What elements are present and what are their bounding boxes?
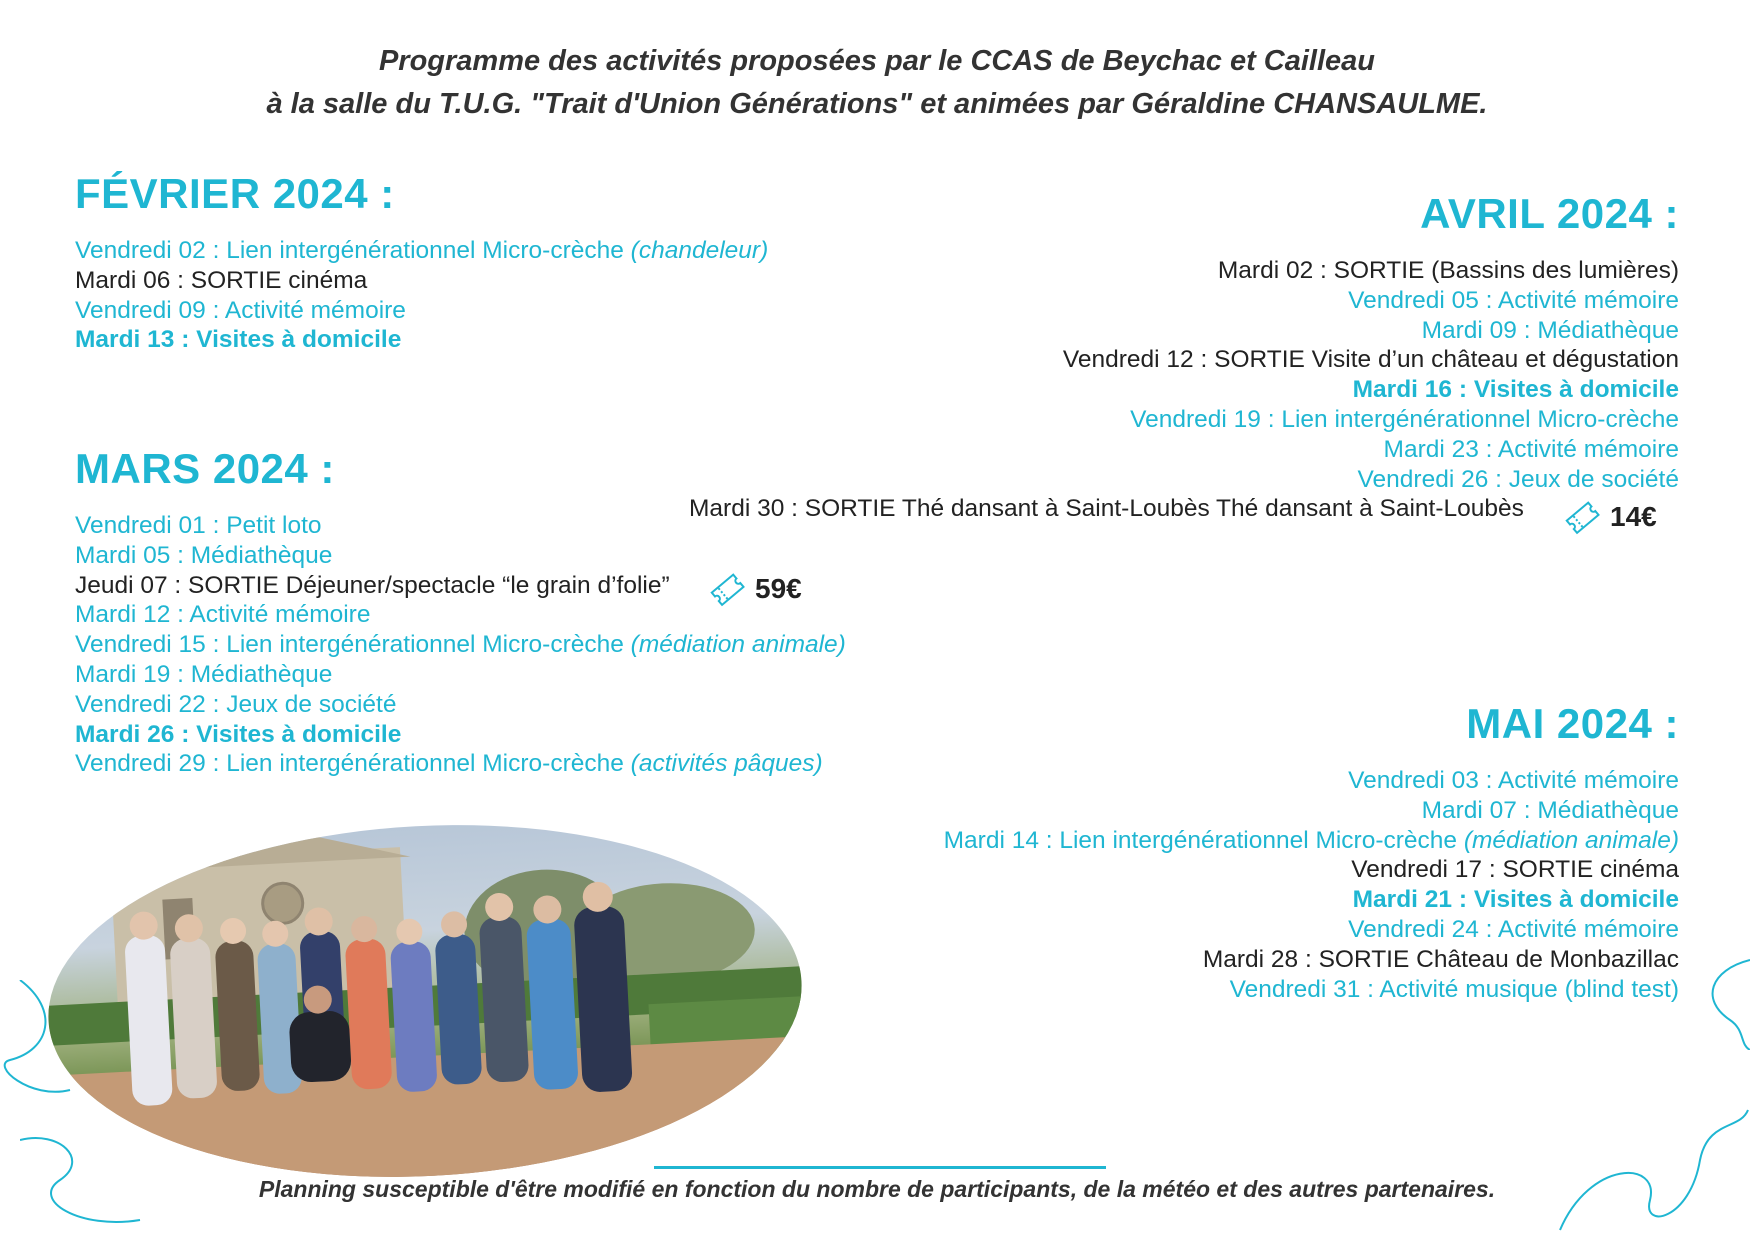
list-item: Mardi 14 : Lien intergénérationnel Micro-crèche (médiation animale) (943, 826, 1679, 854)
list-item: Mardi 21 : Visites à domicile (1352, 886, 1679, 914)
ticket-icon (1562, 497, 1602, 537)
decorative-swirl-icon (0, 980, 80, 1120)
list-item: Vendredi 09 : Activité mémoire (75, 296, 406, 324)
list-fevrier (75, 236, 768, 355)
list-mars (75, 511, 846, 779)
list-avril-last (689, 494, 1524, 524)
month-title-mars: MARS 2024 : (75, 445, 335, 492)
list-mai (944, 766, 1679, 1004)
list-item: Mardi 07 : Médiathèque (1421, 796, 1679, 824)
list-item: Vendredi 22 : Jeux de société (75, 690, 397, 718)
list-item: Mardi 09 : Médiathèque (1421, 316, 1679, 344)
list-item: Vendredi 15 : Lien intergénérationnel Micro-crèche (médiation animale) (75, 631, 846, 659)
list-item: Mardi 23 : Activité mémoire (1383, 435, 1679, 463)
decorative-swirl-icon (1550, 1100, 1750, 1240)
list-item: Mardi 28 : SORTIE Château de Monbazillac (1202, 945, 1679, 973)
list-item: Vendredi 03 : Activité mémoire (1348, 767, 1679, 794)
page-header (0, 40, 1754, 126)
list-item: Mardi 12 : Activité mémoire (75, 601, 371, 629)
list-item: Vendredi 24 : Activité mémoire (1348, 915, 1679, 943)
footer-divider (654, 1166, 1106, 1169)
list-item: Mardi 30 : SORTIE Thé dansant à Saint-Loubès Thé dansant à Saint-Loubès (689, 495, 1524, 522)
decorative-swirl-icon (1690, 950, 1750, 1050)
price-tag-avril (1562, 497, 1657, 537)
list-item: Vendredi 12 : SORTIE Visite d’un château et dégustation (1062, 346, 1679, 374)
price-value: 14€ (1610, 501, 1657, 532)
list-item: Vendredi 31 : Activité musique (blind test) (1229, 975, 1679, 1003)
price-value: 59€ (755, 573, 802, 604)
list-item: Vendredi 02 : Lien intergénérationnel Micro-crèche (chandeleur) (75, 237, 769, 264)
month-title-mai: MAI 2024 : (1466, 700, 1679, 747)
list-item: Vendredi 17 : SORTIE cinéma (1351, 856, 1679, 884)
list-item: Mardi 13 : Visites à domicile (75, 326, 402, 354)
list-item: Mardi 05 : Médiathèque (75, 541, 333, 569)
header-line-1: Programme des activités proposées par le CCAS de Beychac et Cailleau (378, 45, 1376, 77)
list-item: Vendredi 26 : Jeux de société (1357, 465, 1679, 493)
list-item: Jeudi 07 : SORTIE Déjeuner/spectacle “le grain d’folie” (75, 571, 670, 599)
month-title-avril: AVRIL 2024 : (1420, 190, 1679, 237)
list-item: Vendredi 01 : Petit loto (75, 512, 322, 539)
list-item: Mardi 26 : Visites à domicile (75, 720, 402, 748)
list-item: Vendredi 19 : Lien intergénérationnel Micro-crèche (1130, 405, 1679, 433)
list-item: Mardi 16 : Visites à domicile (1352, 376, 1679, 404)
price-tag-mars (707, 569, 802, 609)
header-line-2: à la salle du T.U.G. "Trait d'Union Générations" et animées par Géraldine CHANSAULME. (266, 88, 1488, 120)
ticket-icon (707, 569, 747, 609)
footer-note: Planning susceptible d'être modifié en fonction du nombre de participants, de la météo et des autres partenaires. (258, 1176, 1496, 1202)
list-item: Mardi 02 : SORTIE (Bassins des lumières) (1217, 257, 1679, 284)
list-avril (1063, 256, 1679, 494)
list-item: Vendredi 29 : Lien intergénérationnel Micro-crèche (activités pâques) (75, 750, 823, 778)
list-item: Vendredi 05 : Activité mémoire (1348, 286, 1679, 314)
list-item: Mardi 06 : SORTIE cinéma (75, 266, 368, 294)
list-item: Mardi 19 : Médiathèque (75, 660, 333, 688)
month-title-fevrier: FÉVRIER 2024 : (75, 170, 395, 217)
